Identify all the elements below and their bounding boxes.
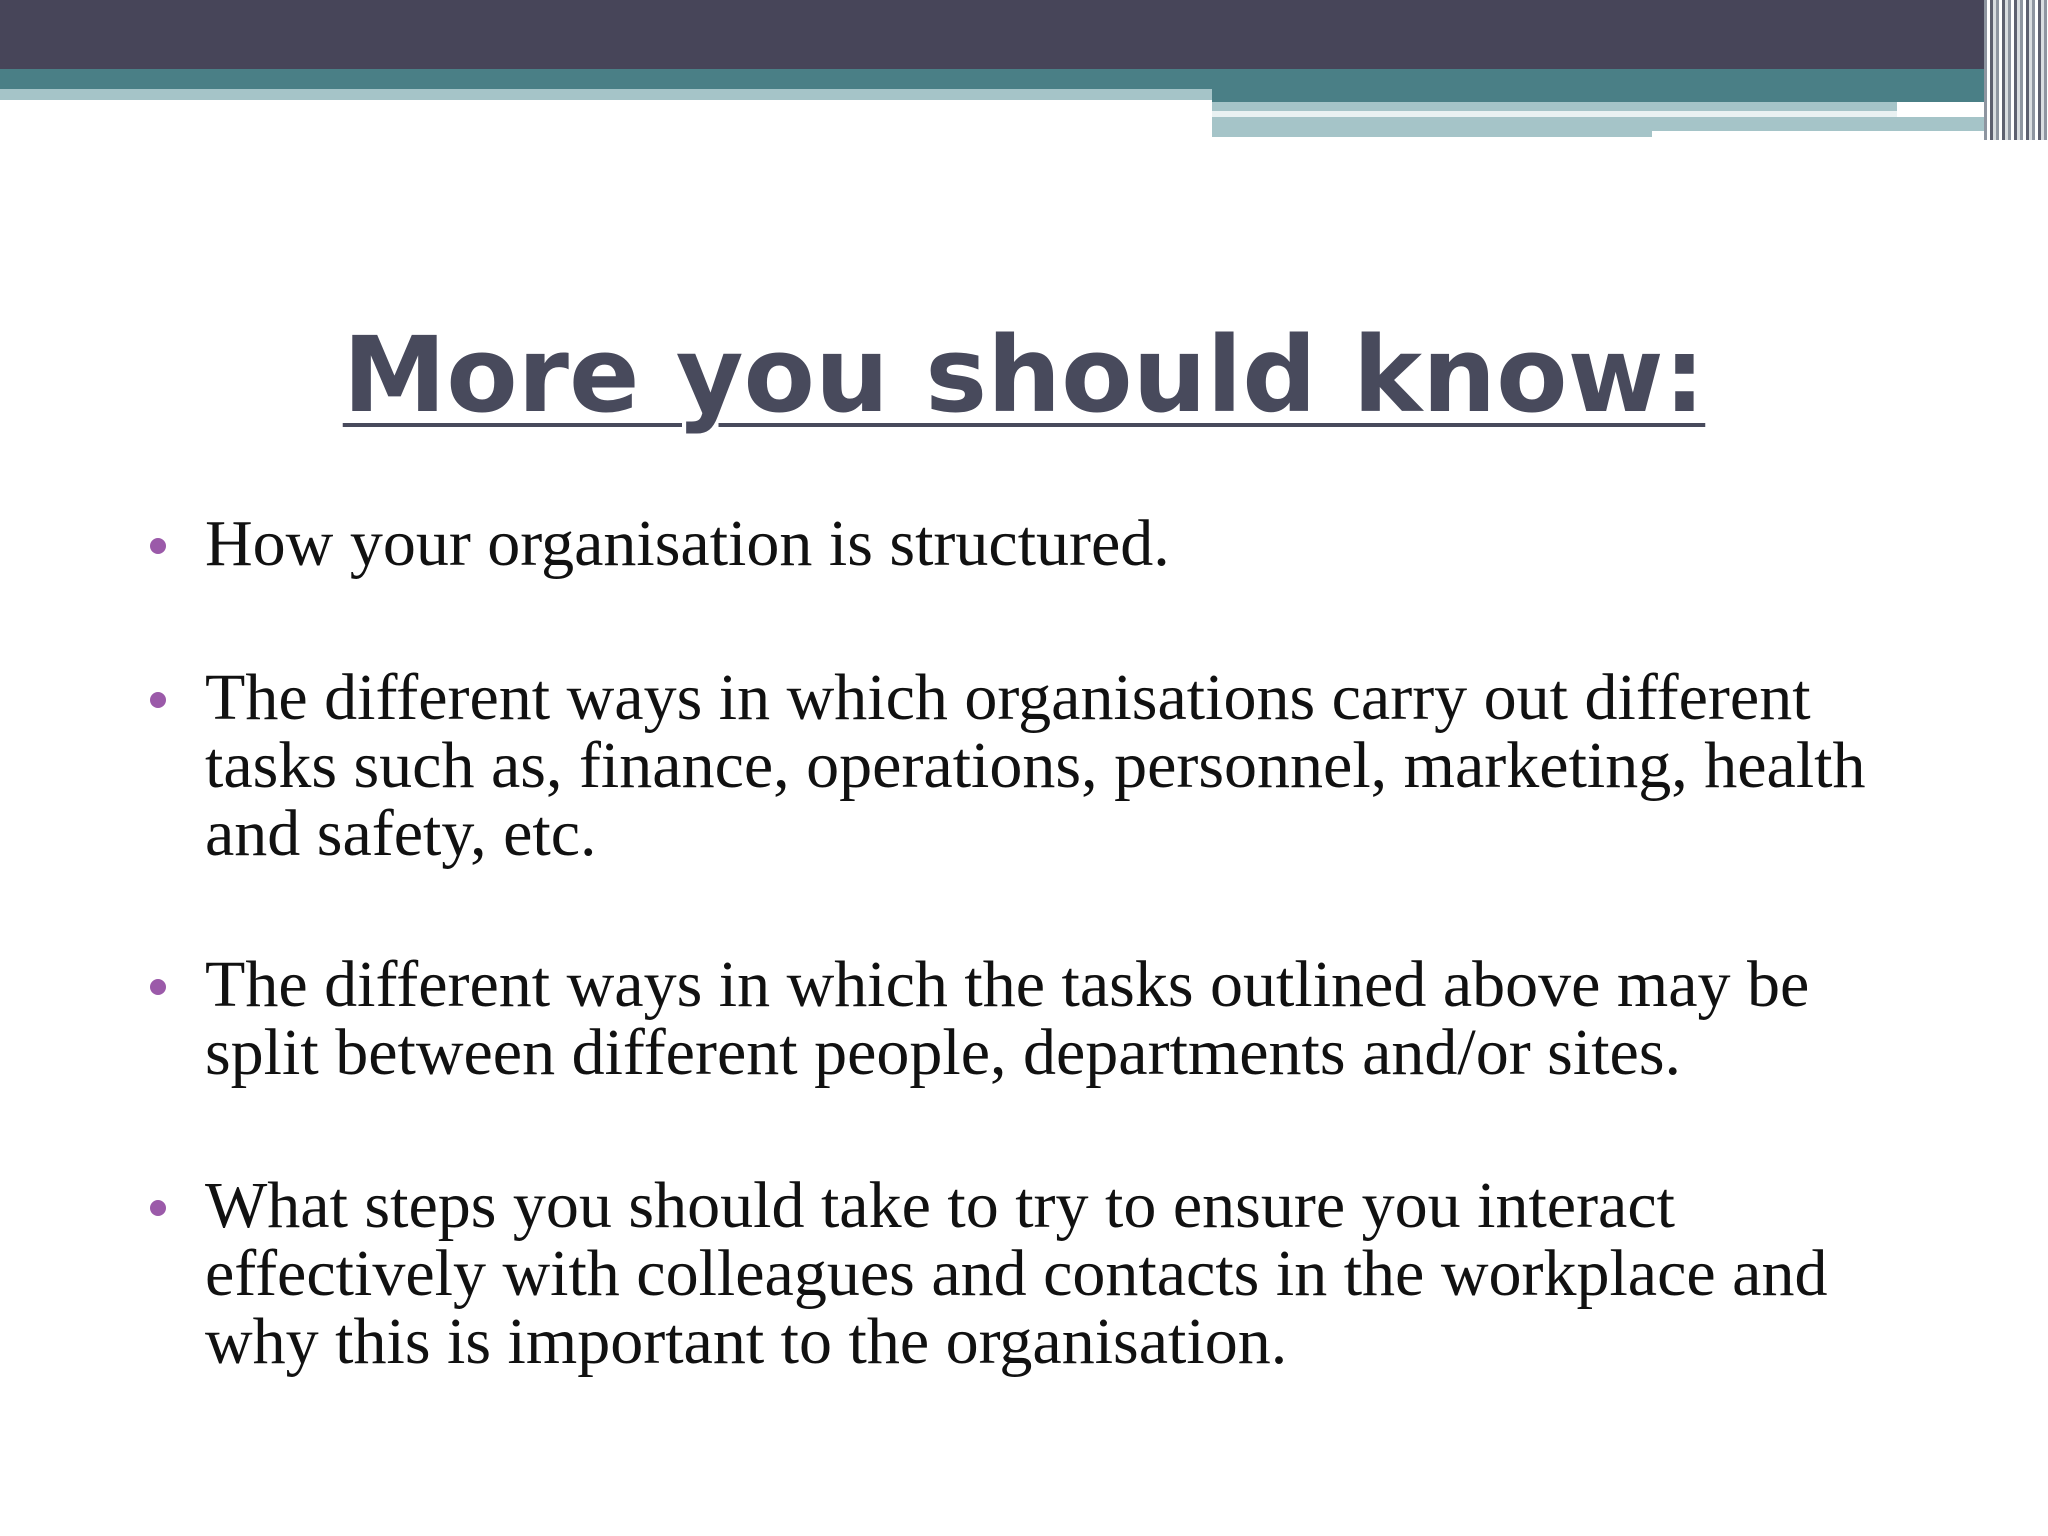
header-band-right-light-end bbox=[1652, 117, 2002, 131]
bullet-marker-icon bbox=[150, 1200, 166, 1216]
bullet-marker-icon bbox=[150, 538, 166, 554]
bullet-item: How your organisation is structured. bbox=[205, 507, 1170, 580]
header-band-right-light bbox=[1212, 102, 1897, 111]
header-stripes-decoration bbox=[1984, 0, 2048, 140]
header-band-teal bbox=[0, 69, 2000, 89]
slide-title-text: More you should know: bbox=[342, 314, 1706, 436]
bullet-item: What steps you should take to try to ensure you interact effectively with colleagues and contacts in the workplace and why this is important to the organisation. bbox=[205, 1169, 1828, 1378]
bullet-marker-icon bbox=[150, 979, 166, 995]
header-band-right-light-lower bbox=[1212, 117, 1652, 137]
header-band-dark bbox=[0, 0, 2048, 69]
bullet-item: The different ways in which the tasks outlined above may be split between different people, departments and/or sites. bbox=[205, 948, 1810, 1089]
bullet-marker-icon bbox=[150, 692, 166, 708]
slide-title bbox=[0, 314, 2048, 436]
header-band-right-teal bbox=[1212, 89, 2002, 102]
bullet-item: The different ways in which organisations carry out different tasks such as, finance, operations, personnel, marketing, health and safety, etc. bbox=[205, 661, 1866, 870]
header-band-light bbox=[0, 89, 1212, 100]
